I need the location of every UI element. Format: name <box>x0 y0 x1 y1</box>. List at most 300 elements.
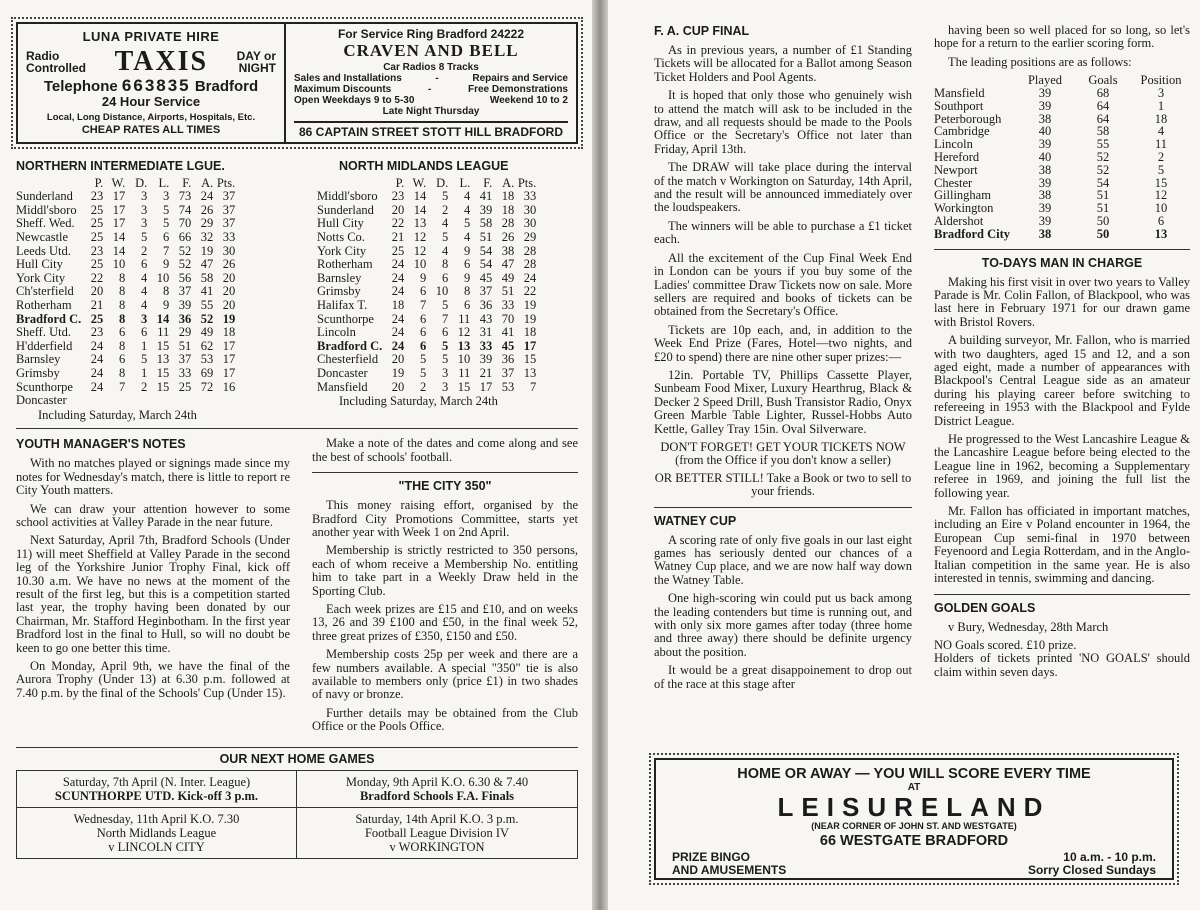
team-name: Lincoln <box>934 137 973 152</box>
table-row <box>317 285 536 299</box>
table-cell: 58 <box>200 270 214 285</box>
column-header: Played <box>1027 73 1063 88</box>
table-cell: 20 <box>222 297 236 312</box>
table-cell: 22 <box>523 284 537 299</box>
north-midlands-table <box>301 160 578 422</box>
table-row <box>934 215 1190 228</box>
table-cell: 30 <box>523 202 537 217</box>
table-cell: 6 <box>119 352 126 367</box>
table-cell: 4 <box>1157 124 1165 139</box>
table-cell: 20 <box>391 352 405 367</box>
table-cell: 53 <box>200 352 214 367</box>
table-cell: 69 <box>200 365 214 380</box>
table-row <box>317 326 536 340</box>
team-name: Barnsley <box>317 270 362 285</box>
column-header: L. <box>158 175 170 190</box>
game-detail: SCUNTHORPE UTD. Kick-off 3 p.m. <box>54 788 259 803</box>
table-cell: 38 <box>1038 226 1052 241</box>
table-cell: 17 <box>479 379 493 394</box>
paragraph: A building surveyor, Mr. Fallon, who is married with two daughters, aged 15 and 12, and a son aged eight, made a number of appearances with Blackpool's Central League side as an amateur during his playing career before switching to refereeing in 1953 with the Blackpool and Fylde District League. <box>934 333 1190 428</box>
table-cell: 8 <box>119 284 126 299</box>
table-row <box>934 151 1190 164</box>
table-cell: 33 <box>479 338 493 353</box>
table-cell: 24 <box>90 352 104 367</box>
table-cell: 9 <box>420 270 427 285</box>
table-cell: 37 <box>222 216 236 231</box>
table-cell: 24 <box>391 270 405 285</box>
table-cell: 2 <box>141 243 148 258</box>
golden-holders: Holders of tickets printed 'NO GOALS' should claim within seven days. <box>934 651 1190 679</box>
team-name: Halifax T. <box>317 297 368 312</box>
table-cell: 25 <box>90 311 104 326</box>
team-name: Middl'sboro <box>317 189 378 204</box>
table-row <box>317 217 536 231</box>
paragraph: The leading positions are as follows: <box>948 54 1132 69</box>
table-cell: 62 <box>200 338 214 353</box>
paragraph: It is hoped that only those who genuinely wish to attend the match will ask to be included in the draw, and all requests should be made to the Pools Office or the Secretary's Office not later than Friday, April 13th. <box>654 88 912 156</box>
table-cell: 14 <box>112 243 126 258</box>
team-name: Rotherham <box>317 257 373 272</box>
paragraph: Making his first visit in over two years to Valley Parade is Mr. Colin Fallon, of Blackpool, who was last here in February 1971 for our drawn game with Bristol Rovers. <box>934 274 1190 329</box>
table-cell <box>147 394 169 408</box>
schools-note: Make a note of the dates and come along and see the best of schools' football. <box>312 436 578 464</box>
table-cell: 52 <box>1096 162 1110 177</box>
table-cell: 29 <box>178 325 192 340</box>
table-cell: 64 <box>1096 98 1110 113</box>
table-cell <box>81 394 103 408</box>
table-cell: 38 <box>1038 162 1052 177</box>
team-name: Leeds Utd. <box>16 243 71 258</box>
paragraph: Each week prizes are £15 and £10, and on weeks 13, 26 and 39 £100 and £50, in the final week 52, three great prizes of £350, £150 and £50. <box>312 601 578 643</box>
table-cell: 8 <box>163 284 170 299</box>
watney-title: WATNEY CUP <box>654 513 737 528</box>
table-cell: 33 <box>222 229 236 244</box>
game-opponent: v WORKINGTON <box>389 839 485 854</box>
table-cell: 51 <box>178 338 192 353</box>
table-cell: 6 <box>420 311 427 326</box>
table-cell: 26 <box>501 229 515 244</box>
table-cell: 10 <box>156 270 170 285</box>
golden-match: v Bury, Wednesday, 28th March <box>948 619 1109 634</box>
table-cell: 2 <box>442 202 449 217</box>
table-cell: 51 <box>1096 201 1110 216</box>
team-name: Sheff. Utd. <box>16 325 71 340</box>
table-cell: 72 <box>200 379 214 394</box>
table-row <box>16 204 235 218</box>
man-title: TO-DAYS MAN IN CHARGE <box>981 255 1143 270</box>
table-cell: 15 <box>523 352 537 367</box>
table-cell: 4 <box>141 297 148 312</box>
watney-body <box>654 534 912 691</box>
table-cell: 7 <box>442 311 449 326</box>
table-cell: 20 <box>222 270 236 285</box>
table-cell: 6 <box>442 270 449 285</box>
table-row <box>16 245 235 259</box>
column-header: L. <box>459 175 471 190</box>
game-date: Saturday, 14th April K.O. 3 p.m. <box>355 811 519 826</box>
column-header: A. <box>502 175 515 190</box>
table-cell: 49 <box>200 325 214 340</box>
column-header: A. <box>201 175 214 190</box>
table-cell: 14 <box>413 202 427 217</box>
northern-including: Including Saturday, March 24th <box>38 407 197 422</box>
table-cell: 17 <box>523 338 537 353</box>
table-cell: 14 <box>156 311 170 326</box>
northern-intermediate-table <box>16 160 301 422</box>
table-cell: 74 <box>178 202 192 217</box>
table-row <box>317 245 536 259</box>
team-name: Workington <box>934 201 994 216</box>
table-cell: 19 <box>200 243 214 258</box>
table-cell: 2 <box>420 379 427 394</box>
table-row <box>317 381 536 395</box>
table-cell: 19 <box>391 365 405 380</box>
table-cell: 45 <box>479 270 493 285</box>
table-cell: 58 <box>1096 124 1110 139</box>
table-cell: 13 <box>1154 226 1168 241</box>
table-cell: 26 <box>200 202 214 217</box>
column-header: W. <box>412 175 427 190</box>
table-cell: 68 <box>1096 86 1110 101</box>
team-name: Hereford <box>934 150 980 164</box>
youth-notes <box>16 437 296 738</box>
table-cell: 54 <box>479 243 493 258</box>
table-row <box>16 340 235 354</box>
table-cell: 6 <box>464 297 471 312</box>
table-cell: 37 <box>479 284 493 299</box>
table-cell: 24 <box>200 189 214 204</box>
table-cell: 25 <box>178 379 192 394</box>
table-cell: 53 <box>501 379 515 394</box>
column-header: W. <box>111 175 126 190</box>
table-cell: 20 <box>90 284 104 299</box>
table-cell: 17 <box>222 338 236 353</box>
table-cell: 64 <box>1096 111 1110 126</box>
facup-title: F. A. CUP FINAL <box>654 24 750 38</box>
table-cell: 49 <box>501 270 515 285</box>
column-header: F. <box>483 175 493 190</box>
table-cell: 47 <box>200 257 214 272</box>
table-cell: 12 <box>413 243 427 258</box>
table-cell: 3 <box>141 311 148 326</box>
table-cell: 12 <box>1154 188 1168 203</box>
top-adverts <box>16 22 578 144</box>
game-detail: Football League Division IV <box>364 825 510 840</box>
table-cell: 6 <box>420 338 427 353</box>
table-cell: 28 <box>501 216 515 231</box>
table-cell: 6 <box>1157 213 1165 228</box>
table-row <box>934 228 1190 241</box>
table-cell: 51 <box>479 229 493 244</box>
team-name: York City <box>317 243 367 258</box>
team-name: Hull City <box>16 257 63 272</box>
table-cell: 17 <box>222 352 236 367</box>
table-cell: 50 <box>1096 213 1110 228</box>
table-cell: 6 <box>119 325 126 340</box>
table-cell: 17 <box>112 202 126 217</box>
city350-body <box>312 499 578 734</box>
team-name: Chester <box>934 175 973 190</box>
table-cell: 66 <box>178 229 192 244</box>
paragraph: Membership is strictly restricted to 350 persons, each of whom receive a Membership No. entitling him to take part in a Weekly Draw held in the Sporting Club. <box>312 543 578 598</box>
column-header: Pts. <box>216 175 236 190</box>
table-cell: 10 <box>457 352 471 367</box>
table-cell: 54 <box>479 257 493 272</box>
paragraph: The winners will be able to purchase a £1 ticket each. <box>654 218 912 247</box>
table-cell: 13 <box>156 352 170 367</box>
paragraph: This money raising effort, organised by the Bradford City Promotions Committee, starts yet another year with Week 1 on 2nd April. <box>312 498 578 539</box>
team-name: Newport <box>934 162 978 177</box>
or-better: OR BETTER STILL! Take a Book or two to sell to your friends. <box>654 470 912 499</box>
left-page <box>0 0 592 910</box>
table-cell: 4 <box>464 189 471 204</box>
team-name: Rotherham <box>16 297 72 312</box>
table-cell: 40 <box>1038 124 1052 139</box>
table-cell: 5 <box>442 229 449 244</box>
table-cell: 5 <box>420 365 427 380</box>
table-cell: 7 <box>163 243 170 258</box>
table-cell: 5 <box>141 229 148 244</box>
table-cell: 52 <box>178 257 192 272</box>
table-cell: 52 <box>1096 150 1110 164</box>
table-cell: 24 <box>391 284 405 299</box>
table-cell: 6 <box>141 325 148 340</box>
northern-title: NORTHERN INTERMEDIATE LGUE. <box>16 159 225 173</box>
table-row <box>16 190 235 204</box>
table-cell: 5 <box>464 216 471 231</box>
table-row <box>16 326 235 340</box>
table-cell: 3 <box>141 189 148 204</box>
table-cell: 37 <box>178 352 192 367</box>
table-cell: 37 <box>222 202 236 217</box>
paragraph: 12in. Portable TV, Phillips Cassette Player, Sunbeam Food Mixer, Luxury Hearthrug, Black & Decker 2 Speed Drill, Bush Transistor Radio, Onyx Green Marble Table Lighter, Russel-Hobbs Auto Kettle, Galley Tray 15in. Oval Silverware. <box>654 367 912 436</box>
table-cell: 28 <box>523 257 537 272</box>
table-row <box>317 190 536 204</box>
table-cell: 39 <box>1038 175 1052 190</box>
game-date: Saturday, 7th April (N. Inter. League) <box>62 774 251 789</box>
table-cell: 39 <box>479 202 493 217</box>
table-row <box>317 231 536 245</box>
team-name: Bradford C. <box>16 311 82 326</box>
table-cell: 37 <box>501 365 515 380</box>
table-cell: 24 <box>391 257 405 272</box>
table-row <box>317 204 536 218</box>
table-cell: 29 <box>523 229 537 244</box>
team-name: Mansfield <box>317 379 368 394</box>
table-row <box>317 340 536 354</box>
table-cell: 39 <box>1038 98 1052 113</box>
table-cell: 18 <box>222 325 236 340</box>
table-cell: 9 <box>464 243 471 258</box>
table-cell: 52 <box>178 243 192 258</box>
table-row <box>16 313 235 327</box>
table-cell: 33 <box>523 189 537 204</box>
team-name: Ch'sterfield <box>16 284 74 299</box>
table-cell: 22 <box>391 216 405 231</box>
table-cell: 24 <box>391 311 405 326</box>
table-cell: 24 <box>90 379 104 394</box>
binding-gutter <box>592 0 608 910</box>
table-cell: 39 <box>178 297 192 312</box>
table-cell: 21 <box>479 365 493 380</box>
table-cell: 7 <box>530 379 537 394</box>
team-name: Lincoln <box>317 325 356 340</box>
table-cell: 14 <box>413 189 427 204</box>
game-opponent: v LINCOLN CITY <box>108 839 205 854</box>
paragraph: A scoring rate of only five goals in our last eight games has seriously dented our chances of a Watney Cup place, and we are now half way down the Watney Table. <box>654 532 912 587</box>
table-cell: 30 <box>523 216 537 231</box>
table-cell: 45 <box>501 338 515 353</box>
table-cell: 43 <box>479 311 493 326</box>
table-cell: 6 <box>420 284 427 299</box>
table-row <box>16 231 235 245</box>
table-cell: 4 <box>442 216 449 231</box>
paragraph: Mr. Fallon has officiated in important matches, including an Eire v Poland encounter in 1964, the European Cup semi-final in 1970 between Feyenoord and Legia Rotterdam, and in the Anglo-Italian competition in the same year. He is also interested in tennis, swimming and dancing. <box>934 504 1190 586</box>
team-name: Notts Co. <box>317 229 365 244</box>
paragraph: He progressed to the West Lancashire League & the Lancashire League before being elected to the League line in 1962, becoming a Supplementary referee in 1969, and joining the full list the following year. <box>934 432 1190 500</box>
table-cell: 7 <box>420 297 427 312</box>
table-cell: 8 <box>119 365 126 380</box>
table-cell: 12 <box>413 229 427 244</box>
team-name: Middl'sboro <box>16 202 77 217</box>
column-header: P. <box>395 175 405 190</box>
table-cell: 15 <box>1154 175 1168 190</box>
table-cell: 10 <box>112 257 126 272</box>
craven-address: 86 CAPTAIN STREET STOTT HILL BRADFORD <box>294 121 568 139</box>
table-cell: 31 <box>479 325 493 340</box>
table-cell: 51 <box>501 284 515 299</box>
table-cell: 50 <box>1096 226 1110 241</box>
table-cell: 14 <box>112 229 126 244</box>
table-cell: 5 <box>442 338 449 353</box>
table-cell: 38 <box>501 243 515 258</box>
table-cell <box>103 394 125 408</box>
team-name: Aldershot <box>934 213 984 228</box>
table-cell: 33 <box>178 365 192 380</box>
table-cell: 38 <box>1038 188 1052 203</box>
table-cell: 12 <box>457 325 471 340</box>
table-cell: 1 <box>141 338 148 353</box>
column-header: F. <box>182 175 192 190</box>
table-row <box>317 272 536 286</box>
table-cell: 3 <box>141 216 148 231</box>
table-cell: 33 <box>501 297 515 312</box>
team-name: Peterborough <box>934 111 1002 126</box>
table-cell: 8 <box>119 338 126 353</box>
table-row <box>16 367 235 381</box>
column-header: D. <box>436 175 449 190</box>
table-cell: 2 <box>1157 150 1165 164</box>
table-cell <box>125 394 147 408</box>
team-name: Bradford City <box>934 226 1011 241</box>
table-cell: 40 <box>1038 150 1052 164</box>
table-cell: 1 <box>1157 98 1165 113</box>
table-cell: 15 <box>156 338 170 353</box>
table-cell: 13 <box>413 216 427 231</box>
table-cell: 39 <box>1038 137 1052 152</box>
column-header: Position <box>1140 73 1182 88</box>
table-row <box>934 87 1190 100</box>
table-cell: 24 <box>391 338 405 353</box>
team-name: Hull City <box>317 216 364 231</box>
team-name: H'dderfield <box>16 338 73 353</box>
table-row <box>16 258 235 272</box>
team-name: Chesterfield <box>317 352 379 367</box>
table-cell: 10 <box>413 257 427 272</box>
table-cell: 21 <box>391 229 405 244</box>
table-cell: 23 <box>391 189 405 204</box>
column-header: P. <box>94 175 104 190</box>
leisureland-ad: HOME OR AWAY — YOU WILL SCORE EVERY TIME AT LEISURELAND (NEAR CORNER OF JOHN ST. AND WESTGATE) 66 WESTGATE BRADFORD PRIZE BINGO AND AMUSEMENTS 10 a.m. - 10 p.m. Sorry Closed Sundays <box>654 758 1174 880</box>
table-row <box>16 217 235 231</box>
home-game <box>17 808 297 858</box>
column-header: Goals <box>1088 73 1118 88</box>
column-header: D. <box>135 175 148 190</box>
table-cell: 13 <box>457 338 471 353</box>
table-cell: 11 <box>458 365 471 380</box>
table-cell: 5 <box>141 352 148 367</box>
table-cell: 3 <box>442 365 449 380</box>
table-cell: 38 <box>1038 111 1052 126</box>
team-name: Southport <box>934 98 984 113</box>
table-cell: 37 <box>222 189 236 204</box>
facup-body <box>654 44 912 436</box>
team-name: Gillingham <box>934 188 991 203</box>
luna-title: LUNA PRIVATE HIRE <box>82 29 220 44</box>
table-cell: 37 <box>178 284 192 299</box>
table-cell: 18 <box>501 202 515 217</box>
paragraph: Tickets are 10p each, and, in addition to the Week End Prize (Fares, Hotel—two nights, and £20 to spend) there are nine other super prizes:— <box>654 322 912 364</box>
table-cell: 3 <box>141 202 148 217</box>
table-cell: 5 <box>163 216 170 231</box>
table-cell: 70 <box>178 216 192 231</box>
craven-name: CRAVEN AND BELL <box>343 41 519 60</box>
table-cell: 55 <box>1096 137 1110 152</box>
table-row <box>317 313 536 327</box>
team-name: Bradford C. <box>317 338 383 353</box>
table-cell: 24 <box>523 270 537 285</box>
home-game <box>297 808 577 858</box>
taxis-wordmark: TAXIS <box>114 46 209 77</box>
table-row <box>16 381 235 395</box>
table-cell: 5 <box>442 297 449 312</box>
table-cell: 17 <box>112 189 126 204</box>
table-cell: 58 <box>479 216 493 231</box>
table-cell: 6 <box>464 257 471 272</box>
paragraph: One high-scoring win could put us back among the leading contenders but time is running out, and with only six more games after today (three home and three away) there should be definite urgency about the position. <box>654 591 912 659</box>
table-row <box>16 353 235 367</box>
table-cell: 4 <box>464 202 471 217</box>
man-body <box>934 276 1190 586</box>
table-cell: 25 <box>90 257 104 272</box>
table-cell: 19 <box>523 297 537 312</box>
paragraph: With no matches played or signings made since my notes for Wednesday's match, there is little to report re City Youth matters. <box>16 456 290 498</box>
table-row <box>16 299 235 313</box>
table-cell: 5 <box>442 189 449 204</box>
table-header <box>317 177 536 191</box>
table-cell: 4 <box>464 229 471 244</box>
table-cell: 18 <box>523 325 537 340</box>
table-row <box>317 367 536 381</box>
paragraph: having been so well placed for so long, so let's hope for a return to the earlier scoring form. <box>934 23 1190 51</box>
table-cell: 26 <box>222 257 236 272</box>
table-cell: 39 <box>1038 201 1052 216</box>
team-name: Barnsley <box>16 352 61 367</box>
table-cell: 18 <box>1154 111 1168 126</box>
table-cell: 8 <box>119 311 126 326</box>
team-name: Doncaster <box>16 393 67 408</box>
table-cell: 36 <box>178 311 192 326</box>
